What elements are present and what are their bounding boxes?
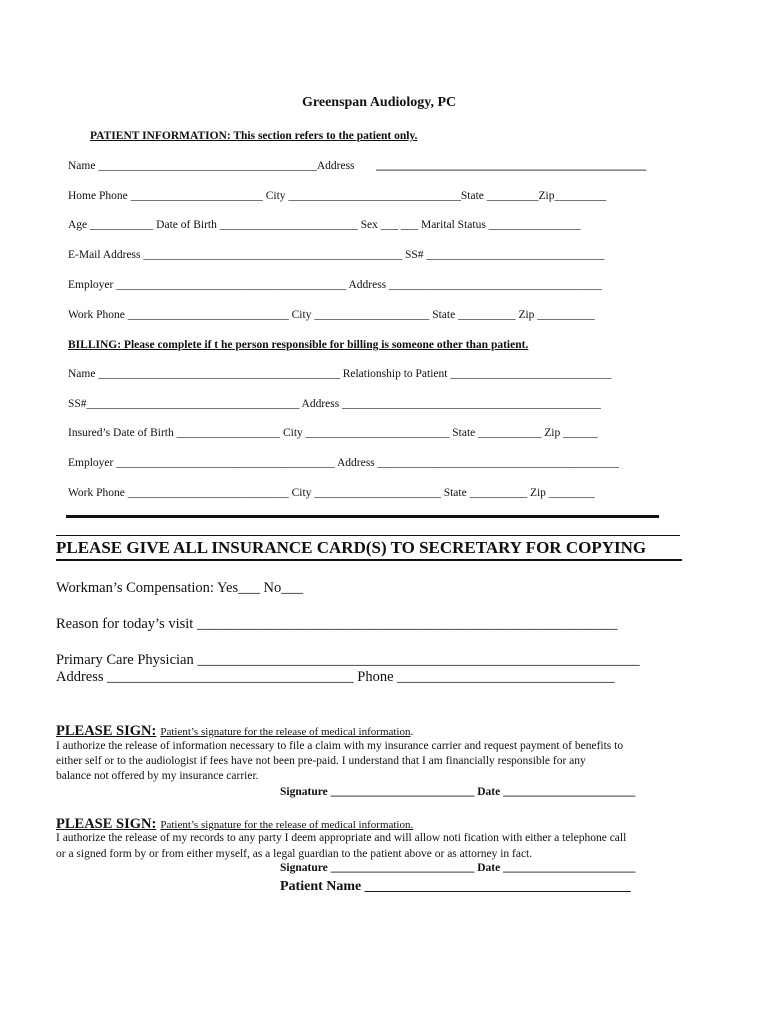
sign1-text-line3: balance not offered by my insurance carrier. [56, 770, 259, 782]
section-divider [66, 515, 659, 518]
patient-employer-address-field[interactable]: Employer ________________________________________ Address _____________________________________ [68, 279, 602, 291]
sign2-subtitle: Patient’s signature for the release of medical information. [160, 819, 414, 831]
sign1-heading: PLEASE SIGN: [56, 723, 157, 739]
patient-email-ssn-field[interactable]: E-Mail Address _____________________________________________ SS# _______________________________ [68, 249, 605, 261]
billing-ssn-address-field[interactable]: SS#_____________________________________ Address _____________________________________________ [68, 398, 601, 410]
patient-work-phone-field[interactable]: Work Phone ____________________________ City ____________________ State __________ Zip __________ [68, 309, 595, 321]
insurance-heading: PLEASE GIVE ALL INSURANCE CARD(S) TO SECRETARY FOR COPYING [56, 538, 647, 557]
sign1-signature-date-field[interactable]: Signature _________________________ Date _______________________ [280, 786, 636, 798]
sign2-text-line2: or a signed form by or from either myself, as a legal guardian to the patient above or as attorney in fact. [56, 848, 533, 860]
patient-name-address-field[interactable]: Name ______________________________________Address [68, 160, 355, 172]
billing-work-phone-field[interactable]: Work Phone ____________________________ City ______________________ State __________ Zip ________ [68, 487, 595, 499]
sign1-text-line1: I authorize the release of information necessary to file a claim with my insurance carrier and request payment of benefits to [56, 740, 624, 752]
patient-section-title: PATIENT INFORMATION: This section refers to the patient only. [90, 130, 418, 142]
patient-address-blank[interactable]: _______________________________________________ [376, 160, 647, 172]
insurance-heading-top-rule [56, 535, 680, 536]
billing-employer-address-field[interactable]: Employer ______________________________________ Address __________________________________________ [68, 457, 620, 469]
primary-care-physician-field[interactable]: Primary Care Physician _____________________________________________________________ [56, 652, 640, 668]
insurance-heading-bottom-rule [56, 559, 682, 561]
sign2-signature-date-field[interactable]: Signature _________________________ Date _______________________ [280, 862, 636, 874]
sign1-text-line2: either self or to the audiologist if fees have not been pre-paid. I understand that I am financially responsible for any [56, 755, 586, 767]
billing-name-relationship-field[interactable]: Name __________________________________________ Relationship to Patient ____________________________ [68, 368, 612, 380]
patient-name-field[interactable]: Patient Name ______________________________________ [280, 879, 631, 894]
patient-age-dob-sex-marital-field[interactable]: Age ___________ Date of Birth ________________________ Sex ___ ___ Marital Status ________________ [68, 219, 581, 231]
billing-section-title: BILLING: Please complete if t he person responsible for billing is someone other than patient. [68, 339, 529, 351]
sign1-heading-row [56, 722, 413, 740]
sign2-heading-row [56, 815, 413, 833]
visit-reason-field[interactable]: Reason for today’s visit __________________________________________________________ [56, 616, 618, 632]
sign1-subtitle-period: . [410, 726, 414, 738]
page-title: Greenspan Audiology, PC [302, 95, 457, 110]
workmans-comp-field[interactable]: Workman’s Compensation: Yes___ No___ [56, 580, 303, 596]
sign1-subtitle: Patient’s signature for the release of medical information [160, 726, 411, 738]
sign2-heading: PLEASE SIGN: [56, 816, 157, 832]
patient-phone-city-state-zip-field[interactable]: Home Phone _______________________ City ______________________________State _________Zip_________ [68, 190, 607, 202]
physician-address-phone-field[interactable]: Address __________________________________ Phone ______________________________ [56, 669, 615, 685]
sign2-text-line1: I authorize the release of my records to any party I deem appropriate and will allow noti fication with either a telephone call [56, 832, 627, 844]
billing-insured-dob-field[interactable]: Insured’s Date of Birth __________________ City _________________________ State ___________ Zip ______ [68, 427, 598, 439]
